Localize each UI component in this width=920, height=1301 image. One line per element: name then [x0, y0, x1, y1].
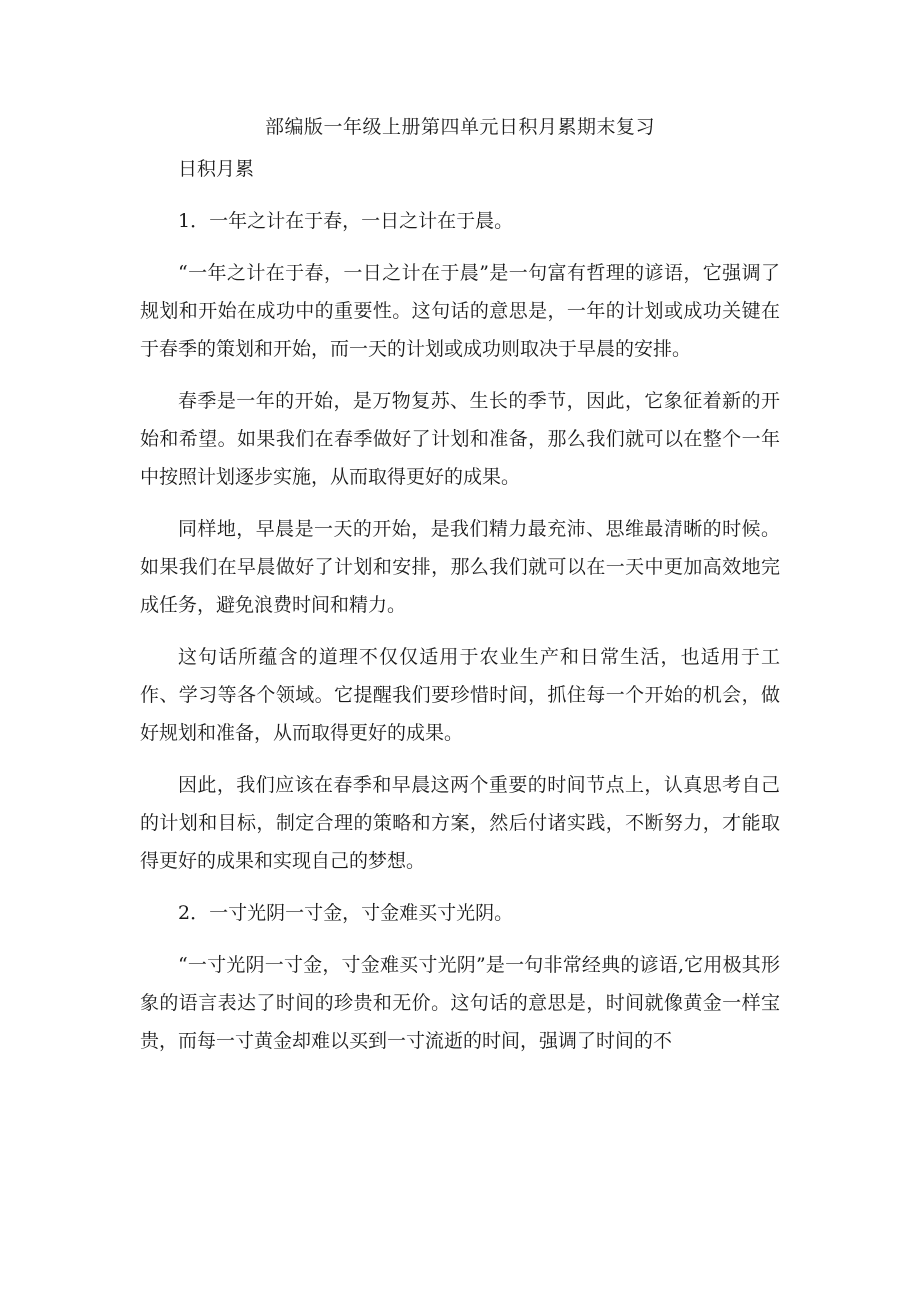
- item1-paragraph: 这句话所蕴含的道理不仅仅适用于农业生产和日常生活，也适用于工作、学习等各个领域。它提醒我们要珍惜时间，抓住每一个开始的机会，做好规划和准备，从而取得更好的成果。: [140, 646, 780, 744]
- item1-paragraph: 春季是一年的开始，是万物复苏、生长的季节，因此，它象征着新的开始和希望。如果我们在春季做好了计划和准备，那么我们就可以在整个一年中按照计划逐步实施，从而取得更好的成果。: [140, 390, 780, 488]
- section-heading: 日积月累: [178, 158, 255, 180]
- item1-paragraph: 同样地，早晨是一天的开始，是我们精力最充沛、思维最清晰的时候。如果我们在早晨做好了计划和安排，那么我们就可以在一天中更加高效地完成任务，避免浪费时间和精力。: [140, 518, 780, 616]
- document-title: 部编版一年级上册第四单元日积月累期末复习: [264, 116, 655, 138]
- item1-paragraph: “一年之计在于春，一日之计在于晨”是一句富有哲理的谚语，它强调了规划和开始在成功中的重要性。这句话的意思是，一年的计划或成功关键在于春季的策划和开始，而一天的计划或成功则取决于早晨的安排。: [140, 262, 780, 360]
- document-body: [140, 150, 780, 1060]
- item2-heading: 2．一寸光阴一寸金，寸金难买寸光阴。: [178, 902, 514, 924]
- item1-paragraph: 因此，我们应该在春季和早晨这两个重要的时间节点上，认真思考自己的计划和目标，制定合理的策略和方案，然后付诸实践，不断努力，才能取得更好的成果和实现自己的梦想。: [140, 774, 780, 872]
- item2-paragraph: “一寸光阴一寸金，寸金难买寸光阴”是一句非常经典的谚语,它用极其形象的语言表达了时间的珍贵和无价。这句话的意思是，时间就像黄金一样宝贵，而每一寸黄金却难以买到一寸流逝的时间，强调了时间的不: [140, 954, 780, 1052]
- item1-heading: 1．一年之计在于春，一日之计在于晨。: [178, 210, 514, 232]
